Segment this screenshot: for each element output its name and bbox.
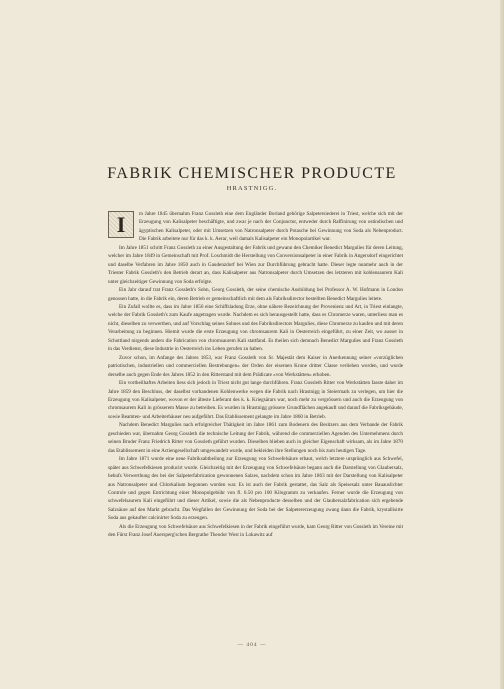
paragraph: Nachdem Benedict Margulies nach erfolgreicher Thätigkeit im Jahre 1861 zum Bodenern des Besitzers aus dem Verbande der Fabrik geschieden war, übernahm Georg Gossleth die technische Leitung der Fabrik, während die commerziellen Agenden des Unternehmens durch seinen Bruder Franz Friedrich Ritter von Gossleth geführt wurden. Dieselben blieben auch in gleicher Eigenschaft wirksam, als im Jahre 1870 das Etablissement in eine Actiengesellschaft umgewandelt wurde, und bekleiden ihre Stellungen noch bis zum heutigen Tage. — [108, 422, 403, 454]
paragraph: Ein Jahr darauf trat Franz Gossleth's Sohn, Georg Gossleth, der seine chemische Ausbildung bei Professor A. W. Hofmann in London genossen hatte, in die Fabrik ein, deren Betrieb er gemeinschaftlich mit dem als Fabriksdirector bestellten Benedict Margulies leitete. — [108, 287, 403, 302]
paragraph: Ein Zufall wollte es, dass im Jahre 1856 eine Schiffsladung Erze, ohne nähere Bezeichnung der Provenienz und Art, in Triest einlangte, welche der Fabrik Gossleth's zum Kaufe angetragen wurde. Nachdem es sich herausgestellt hatte, dass es Chromerze waren, unterliess man es nicht, dieselben zu verwerthen, und auf Vorschlag seines Sohnes und des Fabriksdirectors Margulies, diese Chromerze zu kaufen und mit deren Verarbeitung zu beginnen. Hiemit wurde die erste Erzeugung von chromsaurem Kali in Oesterreich eingeführt, zu einer Zeit, wo ausser in Schottland nirgends anders die Fabrication von chromsaurem Kali stattfand. Es theilen sich demnach Benedict Margulies und Franz Gossleth in das Verdienst, diese Industrie in Oesterreich ins Leben gerufen zu haben. — [108, 303, 403, 353]
paragraph: m Jahre 1845 übernahm Franz Gossleth eine dem Engländer Borland gehörige Salpetersiederei in Triest, welche sich mit der Erzeugung von Kalisalpeter beschäftigte, und zwar je nach der Conjunctur, entweder durch Raffinirung von ostindischen und ägyptischen Kalisalpeter, oder mit Umsetzen von Natronsalpeter durch Potasche bei Gewinnung von Soda als Nebenproduct. Die Fabrik arbeitete nur für das k. k. Aerar, weil damals Kalisalpeter ein Monopolartikel war. — [139, 211, 403, 243]
ornamental-initial — [108, 211, 134, 238]
initial-letter: I — [116, 212, 126, 237]
page-number: — 404 — — [237, 642, 267, 648]
paragraph: Im Jahre 1871 wurde eine neue Fabriksabtheilung zur Erzeugung von Schwefelsäure erbaut, welch letztere ursprünglich aus Schwefel, später aus Schwefelkiesen producirt wurde. Gleichzeitig mit der Erzeugung von Schwefelsäure begann auch die Darstellung von Glaubersalz, behufs Verwerthung des bei der Salpeterfabrication gewonnenen Salzes, nachdem schon im Jahre 1863 mit der Darstellung von Kalisalpeter aus Natronsalpeter und Chlorkalium begonnen worden war. Es ist auch der Fabrik gestattet, das Salz als Speisesalz unter Bauauslichter Controle und gegen Entrichtung einer Monopolgebühr von fl. 6.50 pro 100 Kilogramm zu verkaufen. Ferner wurde die Erzeugung von schwefelsaurem Kali eingeführt und dieser Artikel, sowie die als Nebenproducte desselben und der Glaubersalzfabrication sich ergebende Salzsäure auf den Markt gebracht. Das Wegfallen der Gewinnung der Soda bei der Salpetererzeugung zwang dann die Fabrik, krystallisirte Soda aus gekaufter calcinirter Soda zu erzeugen. — [108, 456, 403, 522]
paragraph: Zuvor schon, im Anfange des Jahres 1853, war Franz Gossleth von Sr. Majestät dem Kaiser in Anerkennung seiner »vorzüglichen patriotischen, industriellen und commerciellen Bestrebungen« der Orden der eisernen Krone dritter Classe verliehen worden, und wurde derselbe auch gegen Ende des Jahres 1852 in den Ritterstand mit dem Prädicate »von Werkstätten« erhoben. — [108, 354, 403, 378]
company-location: HRASTNIGG. — [226, 185, 278, 192]
page-title: FABRIK CHEMISCHER PRODUCTE — [107, 165, 397, 182]
paragraph: Im Jahre 1851 schritt Franz Gossleth zu einer Ausgestaltung der Fabrik und gewann den Chemiker Benedict Margulies für deren Leitung, welcher im Jahre 1849 in Gemeinschaft mit Prof. Loschmidt die Herstellung von Conversionsalpeter in einer Fabrik in Angersdorf eingerichtet und daselbe Verfahren im Jahre 1850 auch in Gaudenzdorf bei Wien zur Durchführung gebracht hatte. Dieser legte nunmehr auch in der Triester Fabrik Gossleth's den Betrieb derart an, dass Kalisalpeter aus Natronsalpeter durch Umsetzen des letzteren mit kohlensaurem Kali unter gleichzeitiger Gewinnung von Soda erfolgte. — [108, 244, 403, 285]
paragraph: Als die Erzeugung von Schwefelsäure aus Schwefelkiesen in der Fabrik eingeführt wurde, kam Georg Ritter von Gossleth im Vereine mit den Fürst Franz Josef Auersperg'schen Bergrathe Theodor Wost in Lokawitz auf — [108, 523, 403, 539]
article-body — [108, 210, 403, 540]
paragraph: Ein vortheilhaftes Arbeiten liess sich jedoch in Triest nicht gut lange durchführen. Franz Gossleth Ritter von Werkstätten fasste daher im Jahre 1859 den Beschluss, der daselbst vorhandenen Kohlenwerke wegen die Fabrik nach Hrastnigg in Steiermark zu verlegen, um hier die Erzeugung von Kalisalpeter, wovon er der älteste Lieferant des k. k. Kriegsärars war, noch mehr zu vergrössern und auch die Erzeugung von chromsaurem Kali in grösserem Masse zu betreiben. Es wurden in Hrastnigg grössere Grundflächen angekauft und darauf die Fabriksgebäude, sowie Beamten- und Arbeiterhäuser neu aufgeführt. Das Etablissement gelangte im Jahre 1860 in Betrieb. — [108, 380, 403, 420]
